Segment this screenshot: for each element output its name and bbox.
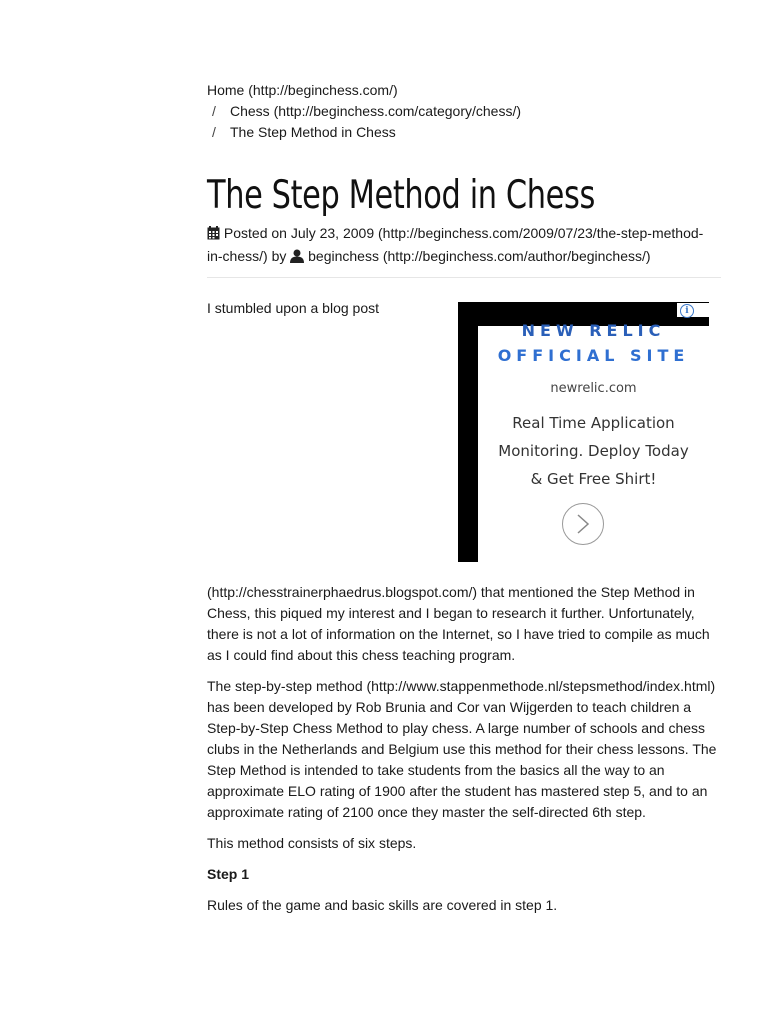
breadcrumb-category-link[interactable]: Chess (http://beginchess.com/category/chess/): [230, 103, 522, 119]
breadcrumb-separator: /: [212, 103, 216, 119]
ad-copy-line1: Real Time Application: [512, 414, 675, 432]
advertisement[interactable]: [458, 302, 709, 562]
post-date-link[interactable]: Posted on July 23, 2009 (http://beginchess.com/2009/07/23/the-step-method-: [223, 225, 704, 241]
breadcrumb-home-link[interactable]: Home (http://beginchess.com/): [207, 82, 398, 98]
paragraph-3: This method consists of six steps.: [207, 835, 417, 851]
paragraph-2: The step-by-step method (http://www.stappenmethode.nl/stepsmethod/index.html) has been developed by Rob Brunia and Cor van Wijgerden to teach children a Step-by-Step Chess Method to play chess. A large number of schools and chess clubs in the Netherlands and Belgium use this method for their chess lessons. The Step Method is intended to take students from the basics all the way to an approximate ELO rating of 1900 after the student has mastered step 5, and to an approximate rating of 2100 once they master the self-directed 6th step.: [207, 678, 717, 820]
post-meta: [207, 223, 721, 278]
ad-frame-left: [458, 302, 478, 562]
page-title: The Step Method in Chess: [207, 173, 595, 218]
paragraph-1: (http://chesstrainerphaedrus.blogspot.com/) that mentioned the Step Method in Chess, this piqued my interest and I began to research it further. Unfortunately, there is not a lot of information on the Internet, so I have tried to compile as much as I could find about this chess teaching program.: [207, 584, 710, 663]
ad-brand-line2[interactable]: OFFICIAL SITE: [497, 346, 690, 365]
calendar-icon: [207, 225, 220, 246]
ad-domain[interactable]: newrelic.com: [550, 381, 637, 396]
article-page: [207, 80, 721, 926]
step-1-heading: Step 1: [207, 866, 250, 882]
breadcrumb-separator: /: [212, 124, 216, 140]
ad-copy[interactable]: [478, 409, 709, 493]
user-icon: [290, 248, 304, 269]
breadcrumb-row-category: [207, 101, 721, 122]
post-meta-by: in-chess/) by: [207, 248, 287, 264]
breadcrumb-current: The Step Method in Chess: [230, 124, 396, 140]
article-body: [207, 298, 721, 916]
ad-brand-line1[interactable]: NEW RELIC: [521, 321, 666, 340]
step-1-text: Rules of the game and basic skills are covered in step 1.: [207, 897, 558, 913]
intro-text: I stumbled upon a blog post: [207, 300, 380, 316]
breadcrumb: [207, 80, 721, 143]
ad-copy-line2: Monitoring. Deploy Today: [498, 442, 689, 460]
breadcrumb-row-home: [207, 80, 721, 101]
intro-with-ad: [207, 298, 721, 582]
author-link[interactable]: beginchess (http://beginchess.com/author/beginchess/): [308, 248, 651, 264]
chevron-right-icon: [575, 514, 591, 534]
ad-go-button[interactable]: [562, 503, 604, 545]
breadcrumb-row-current: [207, 122, 721, 143]
ad-copy-line3: & Get Free Shirt!: [530, 470, 657, 488]
info-icon[interactable]: i: [680, 304, 694, 318]
